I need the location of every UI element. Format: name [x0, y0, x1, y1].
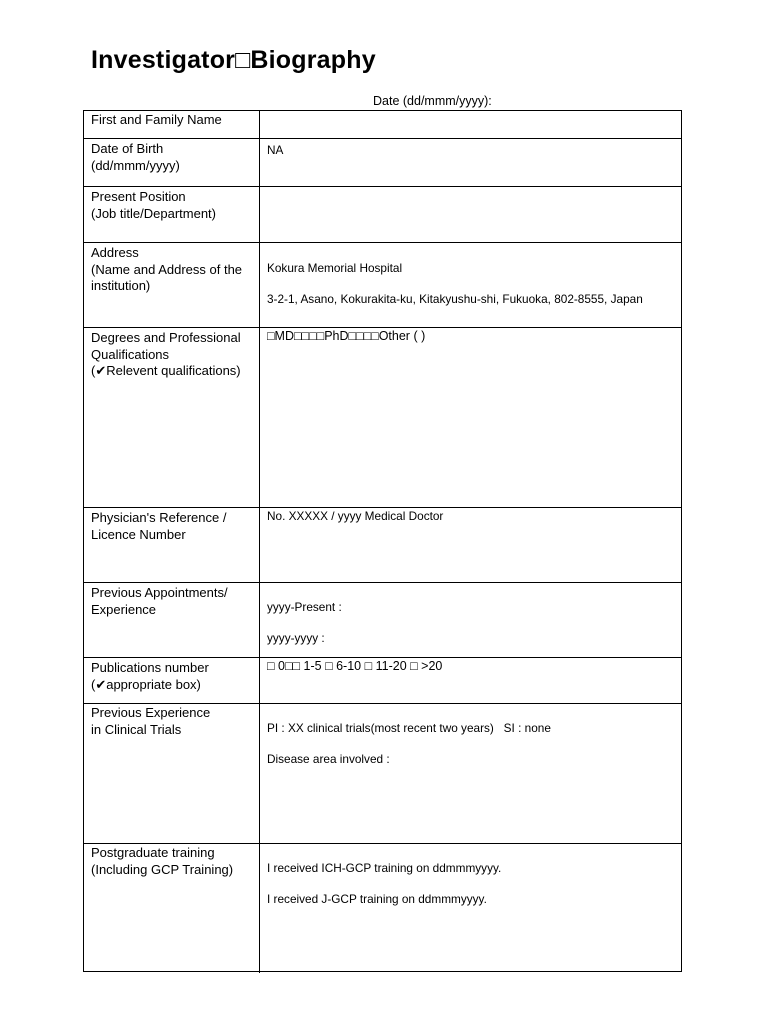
row-address [84, 243, 681, 328]
document-title: Investigator□Biography [91, 46, 376, 74]
value-previous-appointments[interactable] [260, 583, 681, 657]
label-previous-appointments: Previous Appointments/ Experience [84, 583, 260, 657]
label-publications: Publications number (✔appropriate box) [84, 658, 260, 703]
row-previous-appointments [84, 583, 681, 658]
ich-gcp-training: I received ICH-GCP training on ddmmmyyyy. [267, 860, 502, 875]
row-publications [84, 658, 681, 704]
row-postgraduate-training [84, 844, 681, 973]
value-clinical-trials[interactable] [260, 704, 681, 843]
label-clinical-trials: Previous Experience in Clinical Trials [84, 704, 260, 843]
address-institution-name: Kokura Memorial Hospital [267, 260, 403, 275]
value-publications-checkboxes[interactable]: □ 0□□ 1-5 □ 6-10 □ 11-20 □ >20 [267, 659, 443, 673]
label-physician-reference: Physician's Reference / Licence Number [84, 508, 260, 582]
value-present-position[interactable] [260, 187, 681, 242]
biography-form-table [83, 110, 682, 972]
label-postgraduate-training: Postgraduate training (Including GCP Training) [84, 844, 260, 973]
value-address[interactable] [260, 243, 681, 327]
disease-area: Disease area involved : [267, 751, 390, 766]
appointment-past: yyyy-yyyy : [267, 630, 325, 645]
label-address: Address (Name and Address of the institution) [84, 243, 260, 327]
row-date-of-birth [84, 139, 681, 187]
label-present-position: Present Position (Job title/Department) [84, 187, 260, 242]
row-degrees [84, 328, 681, 508]
value-physician-reference[interactable]: No. XXXXX / yyyy Medical Doctor [267, 509, 444, 523]
clinical-trials-count: PI : XX clinical trials(most recent two years) SI : none [267, 720, 551, 735]
value-first-family-name[interactable] [260, 111, 681, 138]
row-physician-reference [84, 508, 681, 583]
label-first-family-name: First and Family Name [84, 111, 260, 138]
label-date-of-birth: Date of Birth (dd/mmm/yyyy) [84, 139, 260, 186]
label-degrees: Degrees and Professional Qualifications (✔Relevent qualifications) [84, 328, 260, 507]
appointment-present: yyyy-Present : [267, 599, 342, 614]
row-present-position [84, 187, 681, 243]
value-postgraduate-training[interactable] [260, 844, 681, 973]
value-degrees-checkboxes[interactable]: □MD□□□□PhD□□□□Other ( ) [267, 329, 426, 343]
j-gcp-training: I received J-GCP training on ddmmmyyyy. [267, 891, 487, 906]
value-date-of-birth[interactable]: NA [267, 143, 284, 157]
row-clinical-trials [84, 704, 681, 844]
date-label: Date (dd/mmm/yyyy): [373, 94, 492, 108]
address-street: 3-2-1, Asano, Kokurakita-ku, Kitakyushu-shi, Fukuoka, 802-8555, Japan [267, 291, 643, 306]
row-name [84, 111, 681, 139]
